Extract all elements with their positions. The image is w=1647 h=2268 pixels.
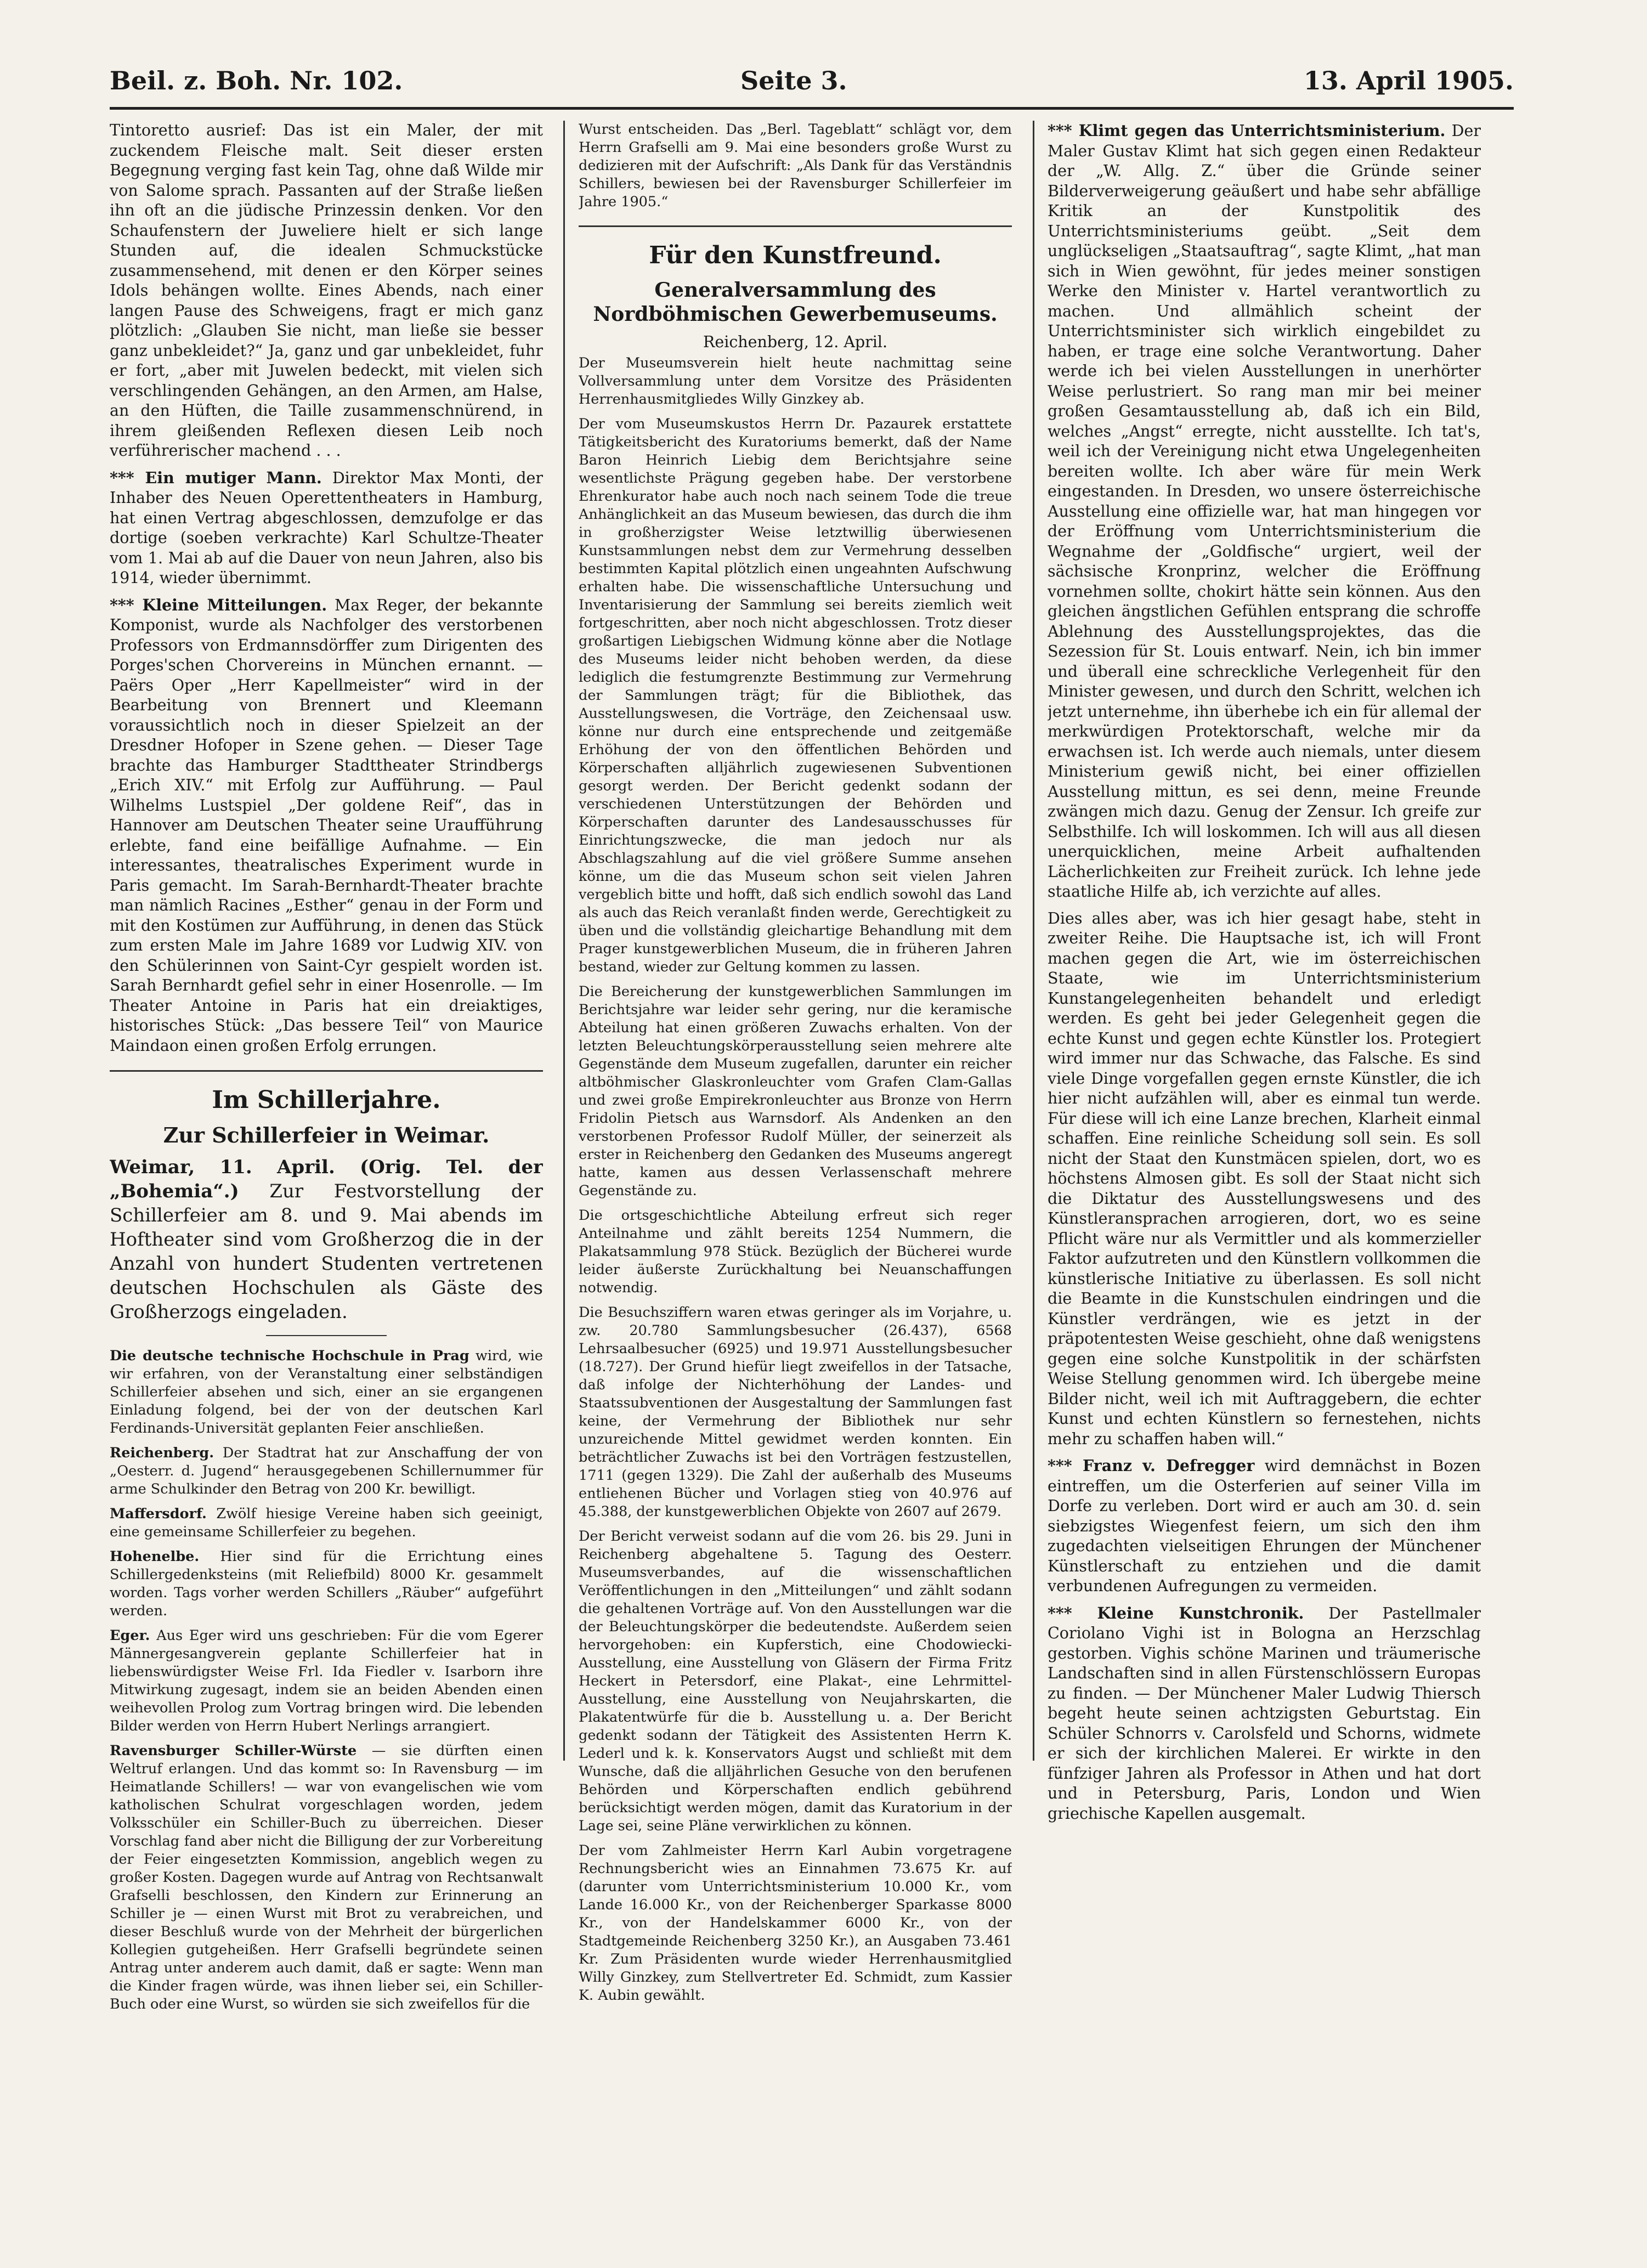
defregger-article: [1048, 1456, 1481, 1597]
kunstfreund-heading: Für den Kunstfreund.: [649, 241, 942, 269]
short-rule: [266, 1335, 387, 1336]
column-rule-2: [1033, 121, 1034, 1761]
hohenelbe-body: Hier sind für die Errichtung eines Schillergedenksteins (mit Reliefbild) 8000 Kr. gesammelt worden. Tags vorher werden Schillers „Räuber“ aufgeführt werden.: [110, 1548, 543, 1619]
ravensburg-lead: Ravensburger Schiller-Würste: [110, 1743, 357, 1759]
newspaper-page: [110, 60, 1514, 2199]
eger-lead: Eger.: [110, 1627, 150, 1644]
reichenberg-note: [110, 1444, 543, 1498]
reichenberg-body: Der Stadtrat hat zur Anschaffung der von „Oesterr. d. Jugend“ herausgegebenen Schillernummer für arme Schulkinder den Betrag von 200 Kr. bewilligt.: [110, 1445, 543, 1497]
eger-body: Aus Eger wird uns geschrieben: Für die vom Egerer Männergesangverein geplante Schillerfeier hat in liebenswürdigster Weise Frl. Ida Fiedler v. Isarborn ihre Mitwirkung zugesagt, indem sie an beiden Abenden einen weihevollen Prolog zum Vortrag bringen wird. Die lebenden Bilder werden von Herrn Hubert Nerlings arrangiert.: [110, 1627, 543, 1734]
ravensburg-note: [110, 1742, 543, 2014]
kleine-mitteilungen-article: [110, 595, 543, 1056]
prag-title: Die deutsche technische Hochschule in Prag: [110, 1348, 469, 1364]
mutiger-mann-body: Direktor Max Monti, der Inhaber des Neuen Operettentheaters in Hamburg, hat einen Vertrag abgeschlossen, demzufolge er das dortige (soeben verkrachte) Karl Schultze-Theater vom 1. Mai ab auf die Dauer von neun Jahren, also bis 1914, wieder übernimmt.: [110, 468, 543, 587]
mutiger-mann-title: *** Ein mutiger Mann.: [110, 468, 322, 487]
prag-note: [110, 1347, 543, 1438]
weimar-lead: Weimar, 11. April. (Orig. Tel. der „Bohemia“.): [110, 1156, 543, 1202]
generalversammlung-heading: Generalversammlung des Nordböhmischen Gewerbemuseums.: [593, 279, 998, 326]
ravensburg-body: — sie dürften einen Weltruf erlangen. Und das kommt so: In Ravensburg — im Heimatlande Schillers! — war von evangelischen wie vom katholischen Schulrat vorgeschlagen worden, jedem Volksschüler ein Schiller-Buch zu überreichen. Dieser Vorschlag fand aber nicht die Billigung der zur Vorbereitung der Feier eingesetzten Kommission, angeblich wegen zu großer Kosten. Dagegen wurde auf Antrag von Rechtsanwalt Grafselli beschlossen, den Kindern zur Erinnerung an Schiller je — einen Wurst mit Brot zu verabreichen, und dieser Beschluß wurde von der Mehrheit der bürgerlichen Kollegien gutgeheißen. Herr Grafselli begründete seinen Antrag unter anderem auch damit, daß er sagte: Wenn man die Kinder fragen würde, was ihnen lieber sei, ein Schiller-Buch oder eine Wurst, so würden sie sich zweifellos für die: [110, 1743, 543, 2012]
section-rule: [579, 225, 1012, 227]
museum-paragraph-6: Der Bericht verweist sodann auf die vom 26. bis 29. Juni in Reichenberg abgehaltene 5. Tagung des Oesterr. Museumsverbandes, auf die wissenschaftlichen Veröffentlichungen in den „Mitteilungen“ und zählt sodann die gehaltenen Vorträge auf. Von den Ausstellungen war die der Beleuchtungskörper die bedeutendste. Außerdem seien hervorgehoben: ein Kupferstich, eine Chodowiecki-Ausstellung, eine Ausstellung von Gläsern der Firma Fritz Heckert in Petersdorf, eine Plakat-, eine Lehrmittel-Ausstellung, eine Ausstellung von Neujahrskarten, die Plakatentwürfe für die b. Ausstellung u. a. Der Bericht gedenkt sodann der Tätigkeit des Assistenten Herrn K. Lederl und k. k. Konservators Augst und schließt mit dem Wunsche, daß die alljährlichen Gesuche von den berufenen Behörden und Körperschaften endlich gebührend berücksichtigt werden mögen, damit das Kuratorium in der Lage sei, seine Pläne verwirklichen zu können.: [579, 1528, 1012, 1834]
prag-body: wird, wie wir erfahren, von der Veranstaltung einer selbständigen Schillerfeier absehen und sich, einer an sie ergangenen Einladung folgend, bei der von der deutschen Karl Ferdinands-Universität geplanten Feier anschließen.: [110, 1348, 543, 1436]
kunstchronik-body: Der Pastellmaler Coriolano Vighi ist in Bologna an Herzschlag gestorben. Vighis schöne Marinen und träumerische Landschaften sind in allen Fürstenschlössern Europas zu finden. — Der Münchener Maler Ludwig Thiersch begeht heute seinen achtzigsten Geburtstag. Ein Schüler Schnorrs v. Carolsfeld und Schorns, widmete er sich der kirchlichen Malerei. Er wirkte in den fünfziger Jahren als Professor in Athen und hat dort und in Petersburg, Paris, London und Wien griechische Kapellen ausgemalt.: [1048, 1604, 1481, 1823]
column-2: [579, 121, 1012, 2194]
dateline: Reichenberg, 12. April.: [703, 333, 888, 351]
header-issue: Beil. z. Boh. Nr. 102.: [110, 66, 403, 95]
eger-note: [110, 1627, 543, 1735]
klimt-paragraph-2: Dies alles aber, was ich hier gesagt habe, steht in zweiter Reihe. Die Hauptsache ist, ich will Front machen gegen die Art, wie im österreichischen Staate, wie im Unterrichtsministerium Kunstangelegenheiten behandelt und erledigt werden. Es geht bei jeder Gelegenheit gegen die echte Kunst und gegen echte Künstler los. Protegiert wird immer nur das Schwache, das Falsche. Es sind viele Dinge vorgefallen gegen ernste Künstler, die ich hier nicht aufzählen will, aber es einmal tun werde. Für diese will ich eine Lanze brechen, Klarheit einmal schaffen. Eine reinliche Scheidung soll sein. Es soll nicht der Staat den Kunstmäcen spielen, dort, wo es höchstens Almosen gibt. Es soll der Staat nicht sich die Diktatur des Ausstellungswesens und des Künstleransprachen arrogieren, dort, wo es seine Pflicht wäre nur als Vermittler und als kommerzieller Faktor aufzutreten und den Künstlern vollkommen die künstlerische Initiative zu überlassen. Es soll nicht die Beamte in die Kunstschulen eindringen und die Künstler verdrängen, wie es jetzt in der präpotentesten Weise geschieht, ohne daß wenigstens gegen eine solche Kunstpolitik in der schärfsten Weise Stellung genommen wird. Ich übergebe meine Bilder nicht, weil ich mit Auftraggebern, die echter Kunst und echten Künstlern so fernestehen, nichts mehr zu schaffen haben will.“: [1048, 909, 1481, 1448]
maffersdorf-note: [110, 1505, 543, 1541]
column-3: [1048, 121, 1481, 2194]
schiller-notes: [110, 1347, 543, 2014]
klimt-title: *** Klimt gegen das Unterrichtsministerium.: [1048, 121, 1446, 140]
weimar-telegram: [110, 1155, 543, 1324]
ravensburg-continuation: Wurst entscheiden. Das „Berl. Tageblatt“ schlägt vor, dem Herrn Grafselli am 9. Mai eine besonders große Wurst zu dedizieren mit der Aufschrift: „Als Dank für das Verständnis Schillers, bewiesen bei der Ravensburger Schillerfeier im Jahre 1905.“: [579, 121, 1012, 210]
museum-paragraph-1: Der Museumsverein hielt heute nachmittag seine Vollversammlung unter dem Vorsitze des Präsidenten Herrenhausmitgliedes Willy Ginzkey ab.: [579, 355, 1012, 408]
kleine-mitteilungen-body: Max Reger, der bekannte Komponist, wurde als Nachfolger des verstorbenen Professors von Erdmannsdörffer zum Dirigenten des Porges'schen Chorvereins in München ernannt. — Paërs Oper „Herr Kapellmeister“ wird in der Bearbeitung von Brennert und Kleemann voraussichtlich noch in dieser Spielzeit an der Dresdner Hofoper in Szene gehen. — Dieser Tage brachte das Hamburger Stadttheater Strindbergs „Erich XIV.“ mit Erfolg zur Aufführung. — Paul Wilhelms Lustspiel „Der goldene Reif“, das in Hannover am Deutschen Theater seine Uraufführung erlebte, fand eine beifällige Aufnahme. — Ein interessantes, theatralisches Experiment wurde in Paris gemacht. Im Sarah-Bernhardt-Theater brachte man nämlich Racines „Esther“ genau in der Form und mit den Kostümen zur Aufführung, in denen das Stück zum ersten Male im Jahre 1689 vor Ludwig XIV. von den Schülerinnen von Saint-Cyr gespielt worden ist. Sarah Bernhardt gefiel sehr in einer Hosenrolle. — Im Theater Antoine in Paris hat ein dreiaktiges, historisches Stück: „Das bessere Teil“ von Maurice Maindaon einen großen Erfolg errungen.: [110, 596, 543, 1055]
museum-paragraph-5: Die Besuchsziffern waren etwas geringer als im Vorjahre, u. zw. 20.780 Sammlungsbesucher (26.437), 6568 Lehrsaalbesucher (6925) und 19.971 Ausstellungsbesucher (18.727). Der Grund hiefür liegt zweifellos in der Tatsache, daß infolge der Nichterhöhung der Landes- und Staatssubventionen der Ausgestaltung der Sammlungen fast keine, der Vermehrung der Bibliothek nur sehr unzureichende Mittel gewidmet werden konnten. Ein beträchtlicher Zuwachs ist bei den Vorträgen festzustellen, 1711 (gegen 1329). Die Zahl der außerhalb des Museums entliehenen Bücher und Vorlagen stieg von 40.976 auf 45.388, der kunstgewerblichen Objekte von 2607 auf 2679.: [579, 1304, 1012, 1520]
museum-paragraph-3: Die Bereicherung der kunstgewerblichen Sammlungen im Berichtsjahre war leider sehr gering, nur die keramische Abteilung hat einen größeren Zuwachs erhalten. Von der letzten Beleuchtungskörperausstellung seien mehrere alte Gegenstände dem Museum zugefallen, darunter ein reicher altböhmischer Glaskronleuchter vom Grafen Clam-Gallas und zwei große Empirekronleuchter aus Bronze von Herrn Fridolin Pietsch aus Warnsdorf. Als Andenken an den verstorbenen Professor Rudolf Müller, der seinerzeit als erster in Reichenberg den Gedanken des Museums angeregt hatte, kamen aus dessen Verlassenschaft mehrere Gegenstände zu.: [579, 983, 1012, 1199]
museum-paragraph-4: Die ortsgeschichtliche Abteilung erfreut sich reger Anteilnahme und zählt bereits 1254 Nummern, die Plakatsammlung 978 Stück. Bezüglich der Bücherei wurde leider äußerste Zurückhaltung bei Neuanschaffungen notwendig.: [579, 1207, 1012, 1296]
section-rule: [110, 1070, 543, 1072]
column-rule-1: [563, 121, 565, 1761]
mutiger-mann-article: [110, 468, 543, 589]
hohenelbe-note: [110, 1548, 543, 1620]
reichenberg-lead: Reichenberg.: [110, 1445, 214, 1461]
page-header: [110, 60, 1514, 104]
weimar-body: Zur Festvorstellung der Schillerfeier am 8. und 9. Mai abends im Hoftheater sind vom Großherzog die in der Anzahl von hundert Studenten vertretenen deutschen Hochschulen als Gäste des Großherzogs eingeladen.: [110, 1180, 543, 1323]
schillerfeier-weimar-heading: Zur Schillerfeier in Weimar.: [163, 1123, 490, 1147]
museum-paragraph-2: Der vom Museumskustos Herrn Dr. Pazaurek erstattete Tätigkeitsbericht des Kuratoriums bemerkt, daß der Name Baron Heinrich Liebig dem Berichtsjahre seine wesentlichste Prägung gegeben habe. Der verstorbene Ehrenkurator habe auch noch nach seinem Tode die treue Anhänglichkeit an das Museum bewiesen, das durch die ihm in großherzigster Weise letztwillig überwiesenen Kunstsammlungen nebst dem zur Vermehrung desselben bestimmten Kapital plötzlich einen ungeahnten Aufschwung erhalten habe. Die wissenschaftliche Untersuchung und Inventarisierung der Sammlung sei bereits ziemlich weit fortgeschritten, aber noch nicht abgeschlossen. Trotz dieser großartigen Liebigschen Widmung könne aber die Notlage des Museums leider nicht behoben werden, da diese lediglich die festumgrenzte Bestimmung zur Vermehrung der Sammlungen trägt; für die Bibliothek, das Ausstellungswesen, die Vorträge, den Zeichensaal usw. könne nur durch eine entsprechende und zeitgemäße Erhöhung der von den öffentlichen Behörden und Körperschaften alljährlich zugewiesenen Subventionen gesorgt werden. Der Bericht gedenkt sodann der verschiedenen Unterstützungen der Behörden und Körperschaften darunter des Landesausschusses für Einrichtungszwecke, die man jedoch nur als Abschlagszahlung auf die viel größere Summe ansehen könne, um die das Museum schon seit vielen Jahren vergeblich bitte und hofft, daß sich endlich sowohl das Land als auch das Reich veranlaßt finden werde, Gerechtigkeit zu üben und die vollständig gleichartige Behandlung mit dem Prager kunstgewerblichen Museum, die in früheren Jahren bestand, wieder zur Geltung kommen zu lassen.: [579, 416, 1012, 975]
header-page-number: Seite 3.: [740, 66, 847, 95]
header-rule: [110, 107, 1514, 110]
kunstchronik-article: [1048, 1603, 1481, 1824]
column-1: [110, 121, 543, 2194]
klimt-body: Der Maler Gustav Klimt hat sich gegen einen Redakteur der „W. Allg. Z.“ über die Gründe seiner Bilderverweigerung geäußert und habe sehr abfällige Kritik an der Kunstpolitik des Unterrichtsministeriums geübt. „Seit dem unglückseligen „Staatsauftrag“, sagte Klimt, „hat man sich in Wien gewöhnt, für jedes meiner sonstigen Werke den Minister v. Hartel verantwortlich zu machen. Und allmählich scheint der Unterrichtsminister sich wirklich eingebildet zu haben, er trage eine solche Verantwortung. Daher werde ich bei vielen Ausstellungen in unerhörter Weise perlustriert. So rang man mir bei meiner großen Gesamtausstellung ab, daß ich ein Bild, welches „Angst“ erregte, nicht ausstellte. Ich tat's, weil ich der Vereinigung nicht etwa Ungelegenheiten bereiten wollte. Ich aber wäre für mein Werk eingestanden. In Dresden, wo unsere österreichische Ausstellung eine offizielle war, hat man hingegen vor der Eröffnung vom Unterrichtsministerium die Wegnahme der „Goldfische“ urgiert, weil der sächsische Kronprinz, welcher die Eröffnung vornehmen sollte, chokirt hätte sein können. Aus den gleichen ängstlichen Gefühlen entsprang die schroffe Ablehnung des Ausstellungsprojektes, das die Sezession für St. Louis entwarf. Nein, ich bin immer und überall eine schreckliche Verlegenheit für den Minister gewesen, und durch den Schritt, welchen ich jetzt unternehme, ihn überhebe ich ein für allemal der merkwürdigen Protektorschaft, welche mir da erwachsen ist. Ich werde auch niemals, unter diesem Ministerium gewiß nicht, bei einer offiziellen Ausstellung mittun, es sei denn, meine Freunde zwängen mich dazu. Genug der Zensur. Ich greife zur Selbsthilfe. Ich will loskommen. Ich will aus all diesen unerquicklichen, meine Arbeit aufhaltenden Lächerlichkeiten zur Freiheit zurück. Ich lehne jede staatliche Hilfe ab, ich verzichte auf alles.: [1048, 122, 1481, 901]
header-date: 13. April 1905.: [1303, 66, 1514, 95]
hohenelbe-lead: Hohenelbe.: [110, 1548, 200, 1565]
salome-paragraph: Tintoretto ausrief: Das ist ein Maler, der mit zuckendem Fleische malt. Seit dieser ersten Begegnung verging fast kein Tag, ohne daß Wilde mir von Salome sprach. Passanten auf der Straße ließen ihn oft an die jüdische Prinzessin denken. Vor den Schaufenstern der Juweliere hielt er sich lange Stunden auf, die idealen Schmuckstücke zusammensehend, mit denen er den Körper seines Idols behängen wollte. Eines Abends, nach einer langen Pause des Schweigens, fragt er mich ganz plötzlich: „Glauben Sie nicht, man ließe sie besser ganz unbekleidet?“ Ja, ganz und gar unbekleidet, fuhr er fort, „aber mit Juwelen bedeckt, mit vielen sich verschlingenden Gehängen, an den Armen, am Halse, an den Hüften, die Taille zusammenschnürend, in ihrem gleißenden Reflexen diesen Leib noch verführerischer machend . . .: [110, 121, 543, 460]
maffersdorf-body: Zwölf hiesige Vereine haben sich geeinigt, eine gemeinsame Schillerfeier zu begehen.: [110, 1506, 543, 1540]
klimt-article: [1048, 121, 1481, 902]
defregger-body: wird demnächst in Bozen eintreffen, um die Osterferien auf seiner Villa im Dorfe zu verleben. Dort wird er auch am 30. d. sein siebzigstes Wiegenfest feiern, um sich den ihm zugedachten vielseitigen Ehrungen der Münchener Künstlerschaft zu entziehen und die damit verbundenen Aufregungen zu vermeiden.: [1048, 1457, 1481, 1595]
kunstchronik-title: *** Kleine Kunstchronik.: [1048, 1603, 1304, 1622]
schiller-section-heading: Im Schillerjahre.: [212, 1086, 441, 1114]
maffersdorf-lead: Maffersdorf.: [110, 1506, 207, 1522]
museum-paragraph-7: Der vom Zahlmeister Herrn Karl Aubin vorgetragene Rechnungsbericht wies an Einnahmen 73.675 Kr. auf (darunter vom Unterrichtsministerium 10.000 Kr., vom Lande 16.000 Kr., von der Reichenberger Sparkasse 8000 Kr., von der Handelskammer 6000 Kr., von der Stadtgemeinde Reichenberg 3250 Kr.), an Ausgaben 73.461 Kr. Zum Präsidenten wurde wieder Herrenhausmitglied Willy Ginzkey, zum Stellvertreter Ed. Schmidt, zum Kassier K. Aubin gewählt.: [579, 1842, 1012, 2004]
defregger-title: *** Franz v. Defregger: [1048, 1456, 1255, 1475]
kleine-mitteilungen-title: *** Kleine Mitteilungen.: [110, 595, 327, 614]
